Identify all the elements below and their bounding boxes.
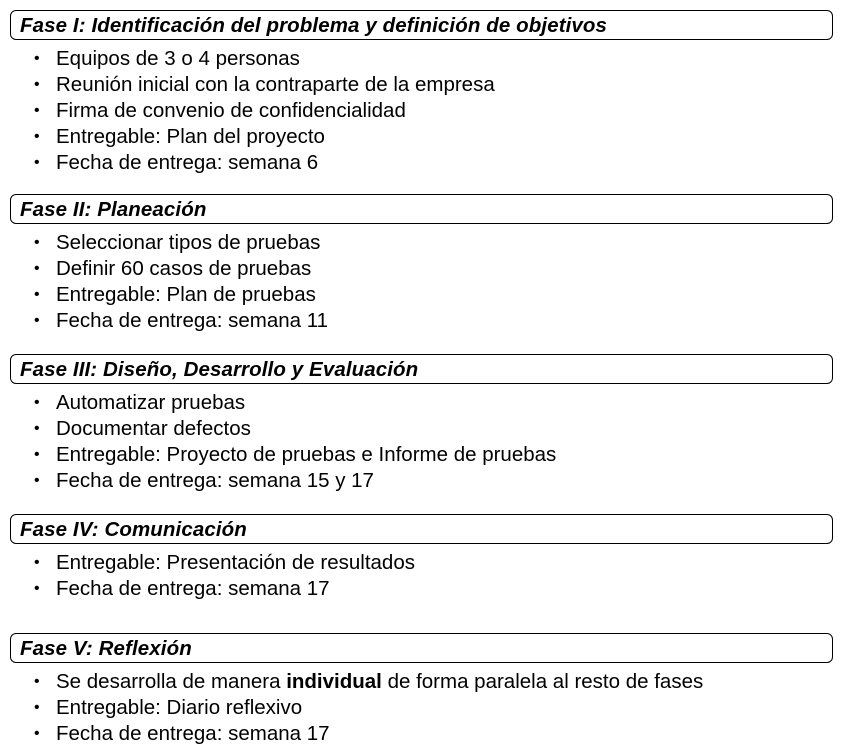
phase-2-list [34,230,328,334]
list-item: • Equipos de 3 o 4 personas [34,47,300,70]
list-item: • Se desarrolla de manera individual de forma paralela al resto de fases [34,670,704,693]
list-item: • Reunión inicial con la contraparte de la empresa [34,73,495,96]
bullet-icon: • [34,394,40,411]
list-item: • Entregable: Presentación de resultados [34,551,415,574]
phase-2-title: Fase II: Planeación [20,198,207,221]
phase-4-title: Fase IV: Comunicación [20,518,247,541]
phase-3-title: Fase III: Diseño, Desarrollo y Evaluación [20,358,419,381]
list-item: • Fecha de entrega: semana 11 [34,309,328,332]
bullet-icon: • [34,154,40,171]
list-item: • Fecha de entrega: semana 15 y 17 [34,469,374,492]
bullet-icon: • [34,260,40,277]
phase-1-list [34,46,495,176]
bullet-icon: • [34,286,40,303]
phase-5-list [34,669,703,747]
list-item: • Documentar defectos [34,417,251,440]
bullet-icon: • [34,472,40,489]
list-item: • Entregable: Plan del proyecto [34,125,325,148]
bullet-icon: • [34,50,40,67]
bullet-icon: • [34,234,40,251]
bullet-icon: • [34,102,40,119]
bullet-icon: • [34,446,40,463]
phase-3-list [34,390,556,494]
list-item: • Fecha de entrega: semana 17 [34,722,330,745]
bullet-icon: • [34,312,40,329]
phase-1-title: Fase I: Identificación del problema y definición de objetivos [20,14,608,37]
bullet-icon: • [34,699,40,716]
bullet-icon: • [34,554,40,571]
bullet-icon: • [34,725,40,742]
bullet-icon: • [34,128,40,145]
list-item: • Entregable: Diario reflexivo [34,696,303,719]
list-item: • Automatizar pruebas [34,391,246,414]
list-item: • Fecha de entrega: semana 6 [34,151,319,174]
list-item: • Entregable: Proyecto de pruebas e Informe de pruebas [34,443,557,466]
list-item: • Fecha de entrega: semana 17 [34,577,330,600]
phase-4-list [34,550,415,602]
bullet-icon: • [34,420,40,437]
bullet-icon: • [34,673,40,690]
list-item: • Seleccionar tipos de pruebas [34,231,321,254]
bullet-icon: • [34,76,40,93]
list-item: • Firma de convenio de confidencialidad [34,99,406,122]
list-item: • Definir 60 casos de pruebas [34,257,312,280]
emphasis-individual: individual [286,670,382,693]
list-item: • Entregable: Plan de pruebas [34,283,316,306]
phase-5-title: Fase V: Reflexión [20,637,192,660]
bullet-icon: • [34,580,40,597]
